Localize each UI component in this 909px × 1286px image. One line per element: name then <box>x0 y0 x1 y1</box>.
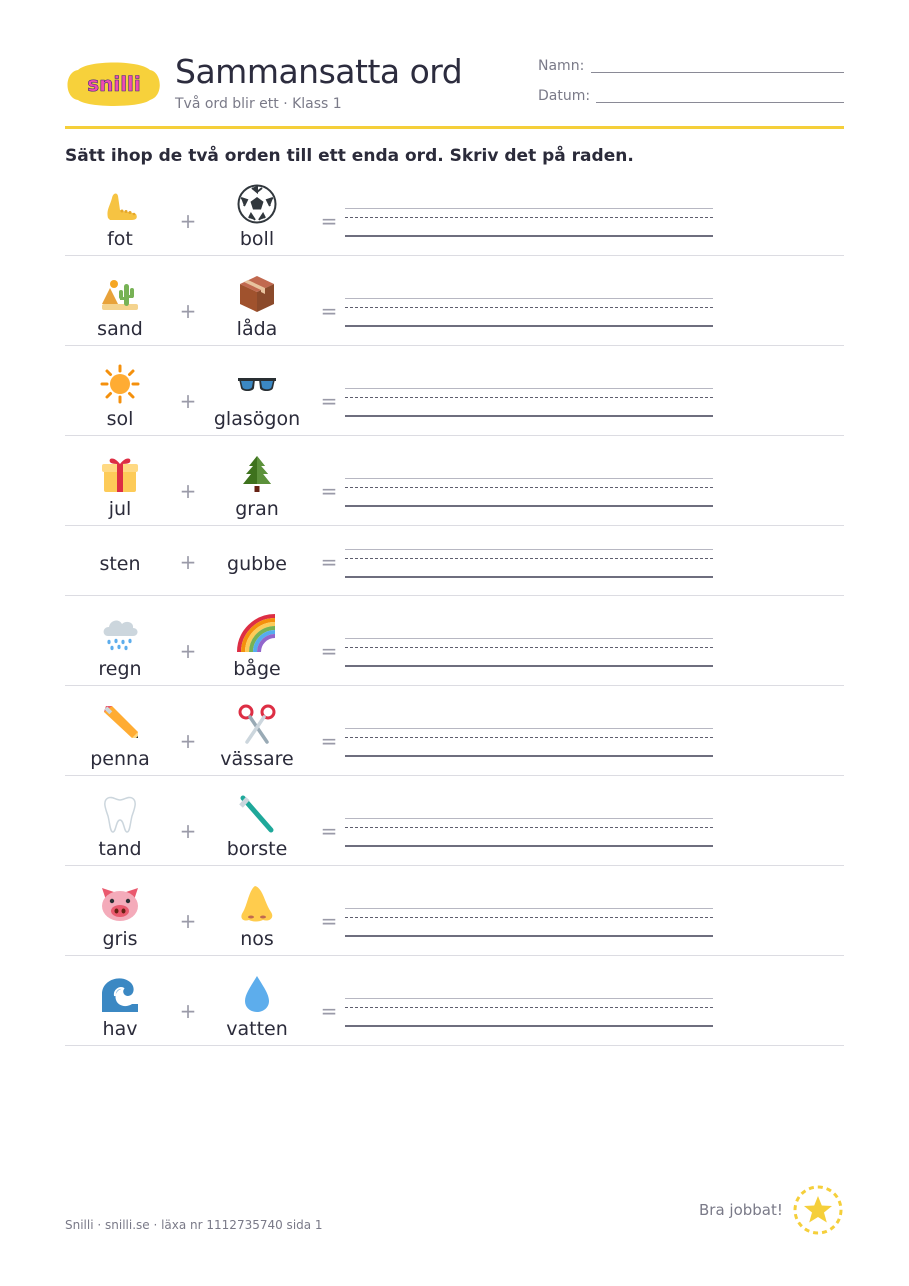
word-label: penna <box>90 748 150 770</box>
plus-sign: + <box>179 479 197 503</box>
plus-sign: + <box>179 909 197 933</box>
equals-sign: = <box>320 639 338 663</box>
sunglasses-icon <box>237 364 277 404</box>
exercise-row <box>65 256 844 346</box>
exercise-row <box>65 956 844 1046</box>
answer-line[interactable] <box>345 638 713 668</box>
droplet-icon <box>237 974 277 1014</box>
word-label: hav <box>102 1018 138 1040</box>
exercise-row <box>65 346 844 436</box>
name-field[interactable] <box>591 72 844 73</box>
word-label: tand <box>98 838 142 860</box>
instruction-text: Sätt ihop de två orden till ett enda ord. Skriv det på raden. <box>65 146 634 166</box>
exercise-row <box>65 166 844 256</box>
answer-line[interactable] <box>345 298 713 328</box>
equals-sign: = <box>320 299 338 323</box>
word-label: sten <box>99 553 141 575</box>
box-icon <box>237 274 277 314</box>
date-field[interactable] <box>596 102 844 103</box>
plus-sign: + <box>179 639 197 663</box>
equals-sign: = <box>320 999 338 1023</box>
word-label: fot <box>107 228 133 250</box>
plus-sign: + <box>179 999 197 1023</box>
exercise-list <box>65 166 844 1046</box>
header-divider <box>65 126 844 129</box>
word-label: glasögon <box>213 408 301 430</box>
sun-icon <box>100 364 140 404</box>
plus-sign: + <box>179 550 197 574</box>
answer-line[interactable] <box>345 728 713 758</box>
plus-sign: + <box>179 299 197 323</box>
exercise-row <box>65 686 844 776</box>
footer-text: Snilli · snilli.se · läxa nr 1112735740 sida 1 <box>65 1218 323 1232</box>
equals-sign: = <box>320 209 338 233</box>
evergreen-tree-icon <box>237 454 277 494</box>
pencil-icon <box>100 704 140 744</box>
svg-text:snilli: snilli <box>87 72 141 96</box>
desert-icon <box>100 274 140 314</box>
answer-line[interactable] <box>345 478 713 508</box>
praise-text: Bra jobbat! <box>699 1201 783 1219</box>
exercise-row <box>65 866 844 956</box>
exercise-row <box>65 776 844 866</box>
word-label: borste <box>226 838 288 860</box>
equals-sign: = <box>320 819 338 843</box>
toothbrush-icon <box>237 794 277 834</box>
word-label: gubbe <box>227 553 287 575</box>
equals-sign: = <box>320 729 338 753</box>
foot-icon <box>100 184 140 224</box>
word-label: regn <box>98 658 142 680</box>
answer-line[interactable] <box>345 818 713 848</box>
plus-sign: + <box>179 819 197 843</box>
word-label: boll <box>239 228 275 250</box>
word-label: låda <box>236 318 278 340</box>
star-badge-icon <box>792 1184 844 1236</box>
nose-icon <box>237 884 277 924</box>
rainbow-icon <box>237 614 277 654</box>
word-label: gran <box>235 498 279 520</box>
answer-line[interactable] <box>345 208 713 238</box>
pig-face-icon <box>100 884 140 924</box>
equals-sign: = <box>320 909 338 933</box>
plus-sign: + <box>179 729 197 753</box>
word-label: vässare <box>220 748 294 770</box>
wave-icon <box>100 974 140 1014</box>
gift-icon <box>100 454 140 494</box>
answer-line[interactable] <box>345 998 713 1028</box>
plus-sign: + <box>179 389 197 413</box>
plus-sign: + <box>179 209 197 233</box>
word-label: sol <box>106 408 134 430</box>
equals-sign: = <box>320 389 338 413</box>
word-label: gris <box>102 928 138 950</box>
soccer-ball-icon <box>237 184 277 224</box>
word-label: vatten <box>226 1018 288 1040</box>
exercise-row <box>65 526 844 596</box>
word-label: sand <box>97 318 143 340</box>
word-label: båge <box>233 658 281 680</box>
equals-sign: = <box>320 479 338 503</box>
word-label: jul <box>108 498 132 520</box>
snilli-logo <box>64 60 164 108</box>
answer-line[interactable] <box>345 549 713 579</box>
page-subtitle: Två ord blir ett · Klass 1 <box>175 96 342 112</box>
exercise-row <box>65 596 844 686</box>
name-label: Namn: <box>538 58 585 74</box>
tooth-icon <box>100 794 140 834</box>
answer-line[interactable] <box>345 908 713 938</box>
rain-cloud-icon <box>100 614 140 654</box>
scissors-icon <box>237 704 277 744</box>
word-label: nos <box>240 928 274 950</box>
page-title: Sammansatta ord <box>175 52 463 91</box>
date-label: Datum: <box>538 88 591 104</box>
answer-line[interactable] <box>345 388 713 418</box>
exercise-row <box>65 436 844 526</box>
equals-sign: = <box>320 550 338 574</box>
